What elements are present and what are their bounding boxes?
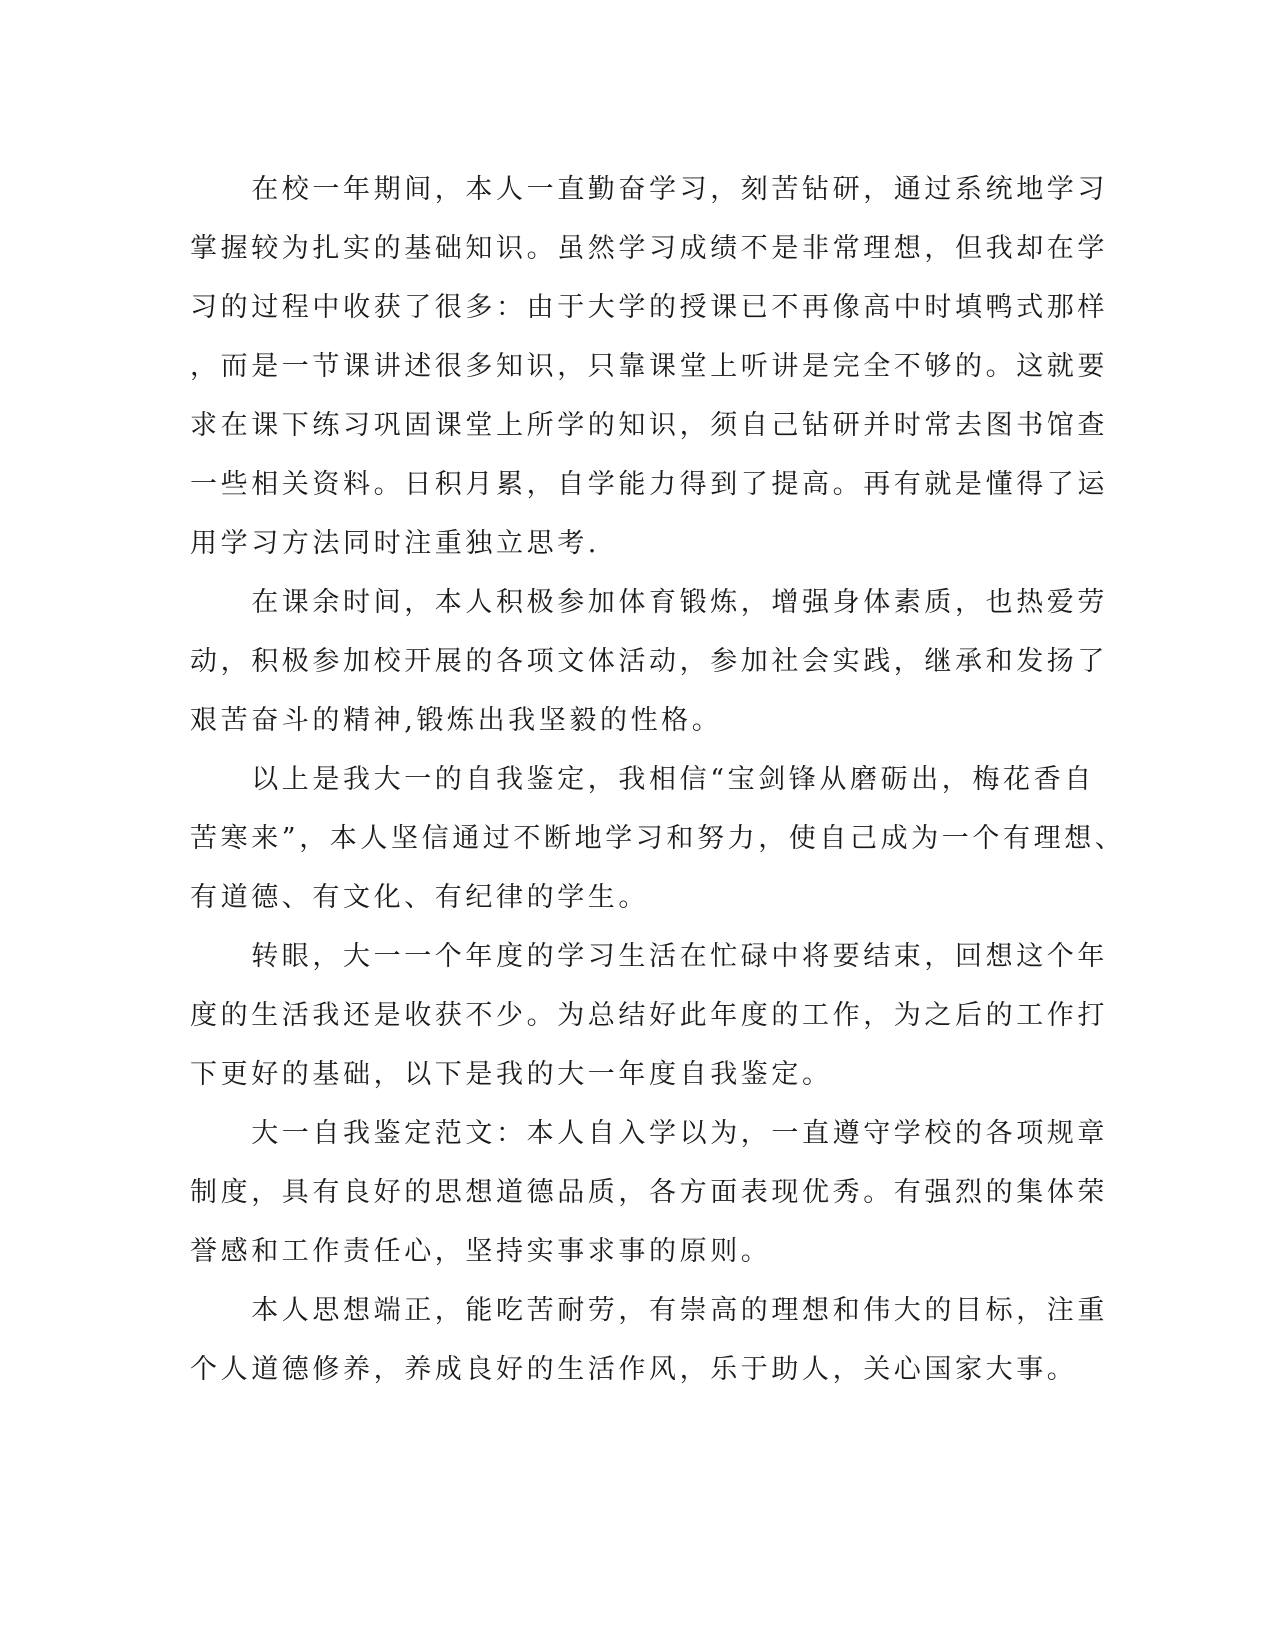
text-line: 个人道德修养，养成良好的生活作风，乐于助人，关心国家大事。 — [190, 1354, 1078, 1385]
text-line: 一些相关资料。日积月累，自学能力得到了提高。再有就是懂得了运 — [190, 469, 1108, 500]
text-line: 下更好的基础，以下是我的大一年度自我鉴定。 — [190, 1059, 833, 1090]
text-line: 在校一年期间，本人一直勤奋学习，刻苦钻研，通过系统地学习 — [190, 174, 1108, 205]
text-line: 以上是我大一的自我鉴定，我相信“宝剑锋从磨砺出，梅花香自 — [190, 764, 1095, 795]
text-line: 掌握较为扎实的基础知识。虽然学习成绩不是非常理想，但我却在学 — [190, 233, 1108, 264]
text-line: 艰苦奋斗的精神,锻炼出我坚毅的性格。 — [190, 705, 723, 736]
document-body — [190, 160, 1126, 1399]
text-line: ，而是一节课讲述很多知识，只靠课堂上听讲是完全不够的。这就要 — [190, 351, 1108, 382]
text-line: 制度，具有良好的思想道德品质，各方面表现优秀。有强烈的集体荣 — [190, 1177, 1108, 1208]
text-line: 誉感和工作责任心，坚持实事求事的原则。 — [190, 1236, 772, 1267]
text-line: 大一自我鉴定范文：本人自入学以为，一直遵守学校的各项规章 — [190, 1118, 1108, 1149]
text-line: 用学习方法同时注重独立思考. — [190, 528, 600, 559]
text-line: 求在课下练习巩固课堂上所学的知识，须自己钻研并时常去图书馆查 — [190, 410, 1108, 441]
text-line: 习的过程中收获了很多：由于大学的授课已不再像高中时填鸭式那样 — [190, 292, 1108, 323]
text-line: 度的生活我还是收获不少。为总结好此年度的工作，为之后的工作打 — [190, 1000, 1108, 1031]
text-line: 转眼，大一一个年度的学习生活在忙碌中将要结束，回想这个年 — [190, 941, 1108, 972]
text-line: 有道德、有文化、有纪律的学生。 — [190, 882, 649, 913]
text-line: 动，积极参加校开展的各项文体活动，参加社会实践，继承和发扬了 — [190, 646, 1108, 677]
text-line: 苦寒来”，本人坚信通过不断地学习和努力，使自己成为一个有理想、 — [190, 823, 1126, 854]
text-line: 在课余时间，本人积极参加体育锻炼，增强身体素质，也热爱劳 — [190, 587, 1108, 618]
text-line: 本人思想端正，能吃苦耐劳，有崇高的理想和伟大的目标，注重 — [190, 1295, 1108, 1326]
